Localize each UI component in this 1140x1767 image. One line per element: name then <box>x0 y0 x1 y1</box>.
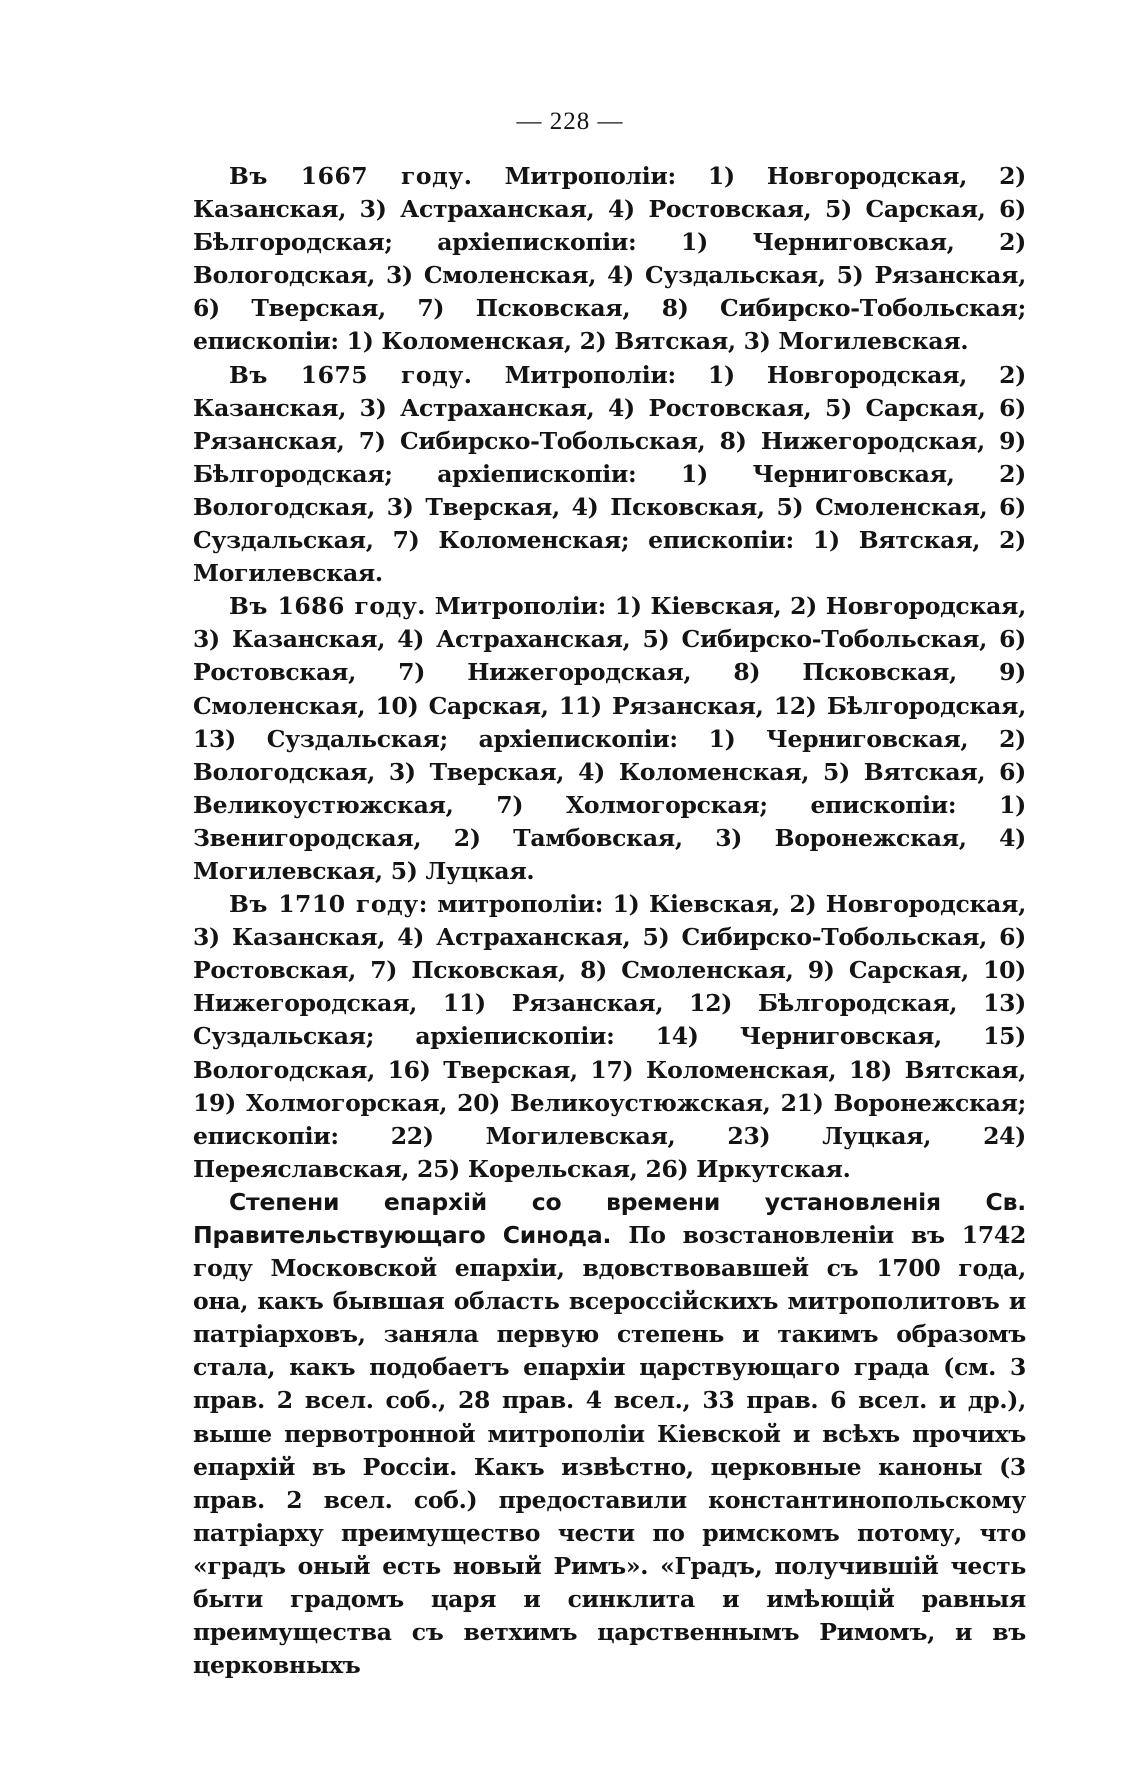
section-text: По возстановленіи въ 1742 году Московской епархіи, вдовствовавшей съ 1700 года, она, какъ бывшая область всероссійскихъ митрополитовъ и патріарховъ, заняла первую степень и такимъ образомъ стала, какъ подобаетъ епархіи царствующаго града (см. 3 прав. 2 всел. соб., 28 прав. 4 всел., 33 прав. 6 всел. и др.), выше первотронной митрополіи Кіевской и всѣхъ прочихъ епархій въ Россіи. Какъ извѣстно, церковные каноны (3 прав. 2 всел. соб.) предоставили константинопольскому патріарху преимущество чести по римскомъ потому, что «градъ оный есть новый Римъ». «Градъ, получившій честь быти градомъ царя и синклита и имѣющій равныя преимущества съ ветхимъ царственнымъ Римомъ, и въ церковныхъ <box>193 1221 1026 1680</box>
paragraph-1667 <box>193 160 1026 359</box>
section-eparchy-degrees <box>193 1186 1026 1682</box>
page-number: — 228 — <box>516 108 624 135</box>
section-heading: Степени епархій со времени установленія Св. Правительствующаго Синода. <box>193 1187 1026 1249</box>
paragraph-lead: Въ 1675 году. <box>229 360 473 389</box>
paragraph-1710 <box>193 888 1026 1186</box>
paragraph-1675 <box>193 359 1026 591</box>
page-body <box>193 160 1026 1682</box>
paragraph-1686 <box>193 590 1026 888</box>
paragraph-text: Митрополіи: 1) Новгородская, 2) Казанская, 3) Астраханская, 4) Ростовская, 5) Сарская, 6) Бѣлгородская; архіепископіи: 1) Черниговская, 2) Вологодская, 3) Смоленская, 4) Суздальская, 5) Рязанская, 6) Тверская, 7) Псковская, 8) Сибирско-Тобольская; епископіи: 1) Коломенская, 2) Вятская, 3) Могилевская. <box>193 162 1026 356</box>
paragraph-lead: Въ 1710 году: <box>229 890 428 919</box>
paragraph-lead: Въ 1667 году. <box>229 162 473 190</box>
paragraph-text: Митрополіи: 1) Кіевская, 2) Новгородская, 3) Казанская, 4) Астраханская, 5) Сибирско-Тобольская, 6) Ростовская, 7) Нижегородская, 8) Псковская, 9) Смоленская, 10) Сарская, 11) Рязанская, 12) Бѣлгородская, 13) Суздальская; архіепископіи: 1) Черниговская, 2) Вологодская, 3) Тверская, 4) Коломенская, 5) Вятская, 6) Великоустюжская, 7) Холмогорская; епископіи: 1) Звенигородская, 2) Тамбовская, 3) Воронежская, 4) Могилевская, 5) Луцкая. <box>193 592 1026 885</box>
paragraph-text: Митрополіи: 1) Новгородская, 2) Казанская, 3) Астраханская, 4) Ростовская, 5) Сарская, 6) Рязанская, 7) Сибирско-Тобольская, 8) Нижегородская, 9) Бѣлгородская; архіепископіи: 1) Черниговская, 2) Вологодская, 3) Тверская, 4) Псковская, 5) Смоленская, 6) Суздальская, 7) Коломенская; епископіи: 1) Вятская, 2) Могилевская. <box>193 360 1026 588</box>
paragraph-text: митрополіи: 1) Кіевская, 2) Новгородская, 3) Казанская, 4) Астраханская, 5) Сибирско-Тобольская, 6) Ростовская, 7) Псковская, 8) Смоленская, 9) Сарская, 10) Нижегородская, 11) Рязанская, 12) Бѣлгородская, 13) Суздальская; архіепископіи: 14) Черниговская, 15) Вологодская, 16) Тверская, 17) Коломенская, 18) Вятская, 19) Холмогорская, 20) Великоустюжская, 21) Воронежская; епископіи: 22) Могилевская, 23) Луцкая, 24) Переяславская, 25) Корельская, 26) Иркутская. <box>193 890 1026 1183</box>
paragraph-lead: Въ 1686 году. <box>229 592 426 621</box>
